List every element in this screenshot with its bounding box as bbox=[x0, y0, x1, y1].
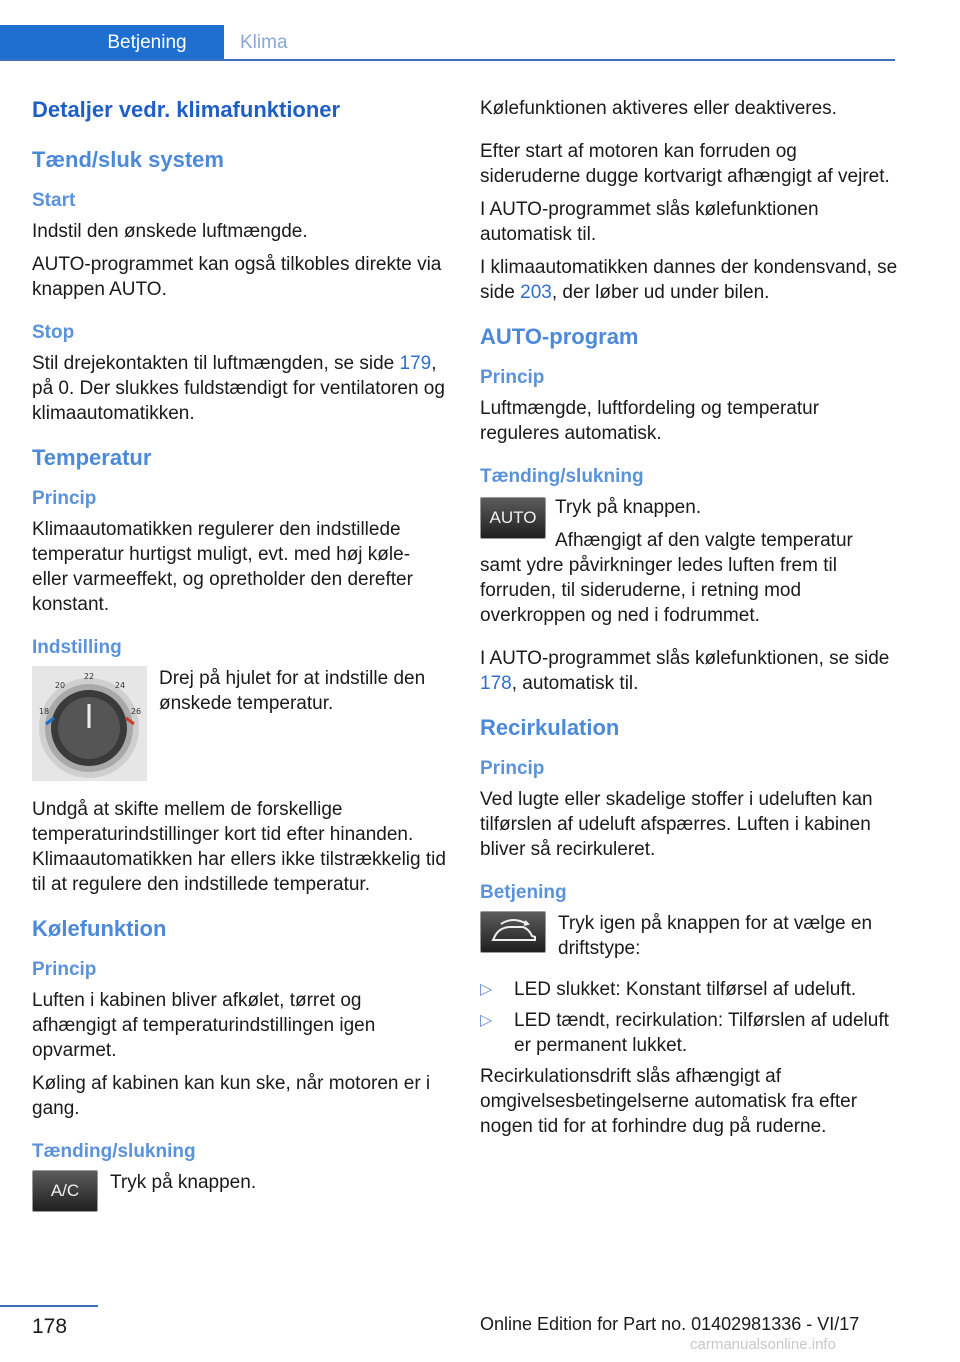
heading-stop: Stop bbox=[32, 322, 75, 343]
heading-recirk-betjening: Betjening bbox=[480, 882, 567, 903]
auto-text-3-a: I AUTO-programmet slås kølefunktionen, se side bbox=[480, 648, 890, 669]
heading-auto-program: AUTO-program bbox=[480, 324, 639, 349]
temp-princip-text: Klimaautomatikken regulerer den indstillede temperatur hurtigst muligt, evt. med høj køle- eller varmeeffekt, og opretholder den derefter konstant. bbox=[32, 519, 413, 615]
start-text-2: AUTO-programmet kan også tilkobles direkte via knappen AUTO. bbox=[32, 254, 442, 300]
ac-row bbox=[32, 1170, 450, 1212]
right-text-3: I AUTO-programmet slås kølefunktionen automatisk til. bbox=[480, 199, 819, 245]
kol-text-2: Køling af kabinen kan kun ske, når motoren er i gang. bbox=[32, 1073, 431, 1119]
right-text-4-a: I klimaautomatikken dannes der kondensvand, se side bbox=[480, 257, 898, 303]
temp-note: Undgå at skifte mellem de forskellige temperaturindstillinger kort tid efter hinanden. Klimaautomatikken har ellers ikke tilstrækkelig tid til at regulere den indstillede temperatur. bbox=[32, 799, 446, 895]
triangle-bullet-icon: ▷ bbox=[480, 1012, 493, 1029]
temperature-dial-image bbox=[32, 666, 147, 781]
triangle-bullet-icon: ▷ bbox=[480, 981, 493, 998]
list-item bbox=[480, 1008, 898, 1058]
stop-text-b: , på 0. Der slukkes fuldstændigt for ventilatoren og klimaautomatikken. bbox=[32, 353, 445, 424]
heading-indstilling: Indstilling bbox=[32, 637, 122, 658]
bullet-text-2: LED tændt, recirkulation: Tilførslen af udeluft er permanent lukket. bbox=[514, 1010, 889, 1056]
right-text-4 bbox=[480, 255, 898, 305]
heading-temp-princip: Princip bbox=[32, 488, 97, 509]
bullet-text-1: LED slukket: Konstant tilførsel af udeluft. bbox=[514, 979, 857, 1000]
tab-betjening[interactable]: Betjening bbox=[0, 25, 224, 61]
auto-text-3 bbox=[480, 646, 898, 696]
indstilling-text: Drej på hjulet for at indstille den ønskede temperatur. bbox=[159, 668, 426, 714]
right-text-4-b: , der løber ud under bilen. bbox=[551, 282, 770, 303]
footer-rule bbox=[0, 1305, 98, 1307]
heading-temperatur: Temperatur bbox=[32, 445, 152, 470]
kol-text-1: Luften i kabinen bliver afkølet, tørret og afhængigt af temperaturindstillingen igen opvarmet. bbox=[32, 990, 376, 1061]
recirculation-car-icon bbox=[481, 912, 545, 952]
dial-label-20: 20 bbox=[54, 681, 66, 690]
recirk-end-text: Recirkulationsdrift slås afhængigt af omgivelsesbetingelserne automatisk fra efter nogen tid for at forhindre dug på ruderne. bbox=[480, 1066, 858, 1137]
dial-label-22: 22 bbox=[83, 672, 95, 681]
recirculation-button-icon bbox=[480, 911, 546, 953]
heading-kol-princip: Princip bbox=[32, 959, 97, 980]
recirk-betjening-text: Tryk igen på knappen for at vælge en driftstype: bbox=[558, 913, 873, 959]
temperature-dial-icon bbox=[32, 666, 147, 781]
left-column bbox=[32, 96, 450, 1212]
page-link-203[interactable]: 203 bbox=[520, 282, 552, 303]
recirk-row bbox=[480, 911, 898, 961]
edition-text: Online Edition for Part no. 01402981336 - VI/17 bbox=[480, 1314, 860, 1334]
auto-button-icon: AUTO bbox=[480, 497, 546, 539]
stop-text bbox=[32, 351, 450, 426]
right-text-2: Efter start af motoren kan forruden og sideruderne dugge kortvarigt afhængigt af vejret. bbox=[480, 141, 890, 187]
auto-block bbox=[480, 495, 898, 628]
header-rule bbox=[0, 59, 895, 61]
start-text-1: Indstil den ønskede luftmængde. bbox=[32, 221, 308, 242]
dial-label-26: 26 bbox=[130, 707, 142, 716]
page-link-178[interactable]: 178 bbox=[480, 673, 512, 694]
heading-start: Start bbox=[32, 190, 76, 211]
auto-tand-text-2 bbox=[480, 528, 898, 628]
watermark: carmanualsonline.info bbox=[690, 1336, 836, 1353]
stop-text-a: Stil drejekontakten til luftmængden, se side bbox=[32, 353, 400, 374]
auto-tand-text-1: Tryk på knappen. bbox=[555, 497, 702, 518]
heading-recirk-princip: Princip bbox=[480, 758, 545, 779]
auto-tand-text-2-body: Afhængigt af den valgte temperatur samt ydre påvirkninger ledes luften frem til forruden, til sideruderne, i retning mod overkroppen og ned i fodrummet. bbox=[480, 530, 853, 626]
heading-system: Tænd/sluk system bbox=[32, 147, 224, 172]
page-link-179[interactable]: 179 bbox=[399, 353, 432, 374]
right-text-1: Kølefunktionen aktiveres eller deaktiveres. bbox=[480, 98, 837, 119]
heading-kol-tanding: Tænding/slukning bbox=[32, 1141, 196, 1162]
page-title: Detaljer vedr. klimafunktioner bbox=[32, 97, 341, 122]
heading-auto-tanding: Tænding/slukning bbox=[480, 466, 644, 487]
tab-klima[interactable]: Klima bbox=[240, 32, 288, 53]
page-number: 178 bbox=[32, 1315, 68, 1338]
heading-auto-princip: Princip bbox=[480, 367, 545, 388]
heading-recirkulation: Recirkulation bbox=[480, 715, 620, 740]
ac-text: Tryk på knappen. bbox=[110, 1172, 257, 1193]
auto-text-3-b: , automatisk til. bbox=[511, 673, 639, 694]
dial-label-18: 18 bbox=[38, 707, 50, 716]
right-column bbox=[480, 96, 898, 1139]
recirk-princip-text: Ved lugte eller skadelige stoffer i udeluften kan tilførslen af udeluft afspærres. Luften i kabinen bliver så recirkuleret. bbox=[480, 789, 873, 860]
auto-princip-text: Luftmængde, luftfordeling og temperatur reguleres automatisk. bbox=[480, 398, 820, 444]
ac-button-icon: A/C bbox=[32, 1170, 98, 1212]
heading-kolefunktion: Kølefunktion bbox=[32, 916, 167, 941]
list-item bbox=[480, 977, 898, 1002]
dial-label-24: 24 bbox=[114, 681, 126, 690]
indstilling-row bbox=[32, 666, 450, 781]
header-tabs bbox=[0, 25, 895, 61]
